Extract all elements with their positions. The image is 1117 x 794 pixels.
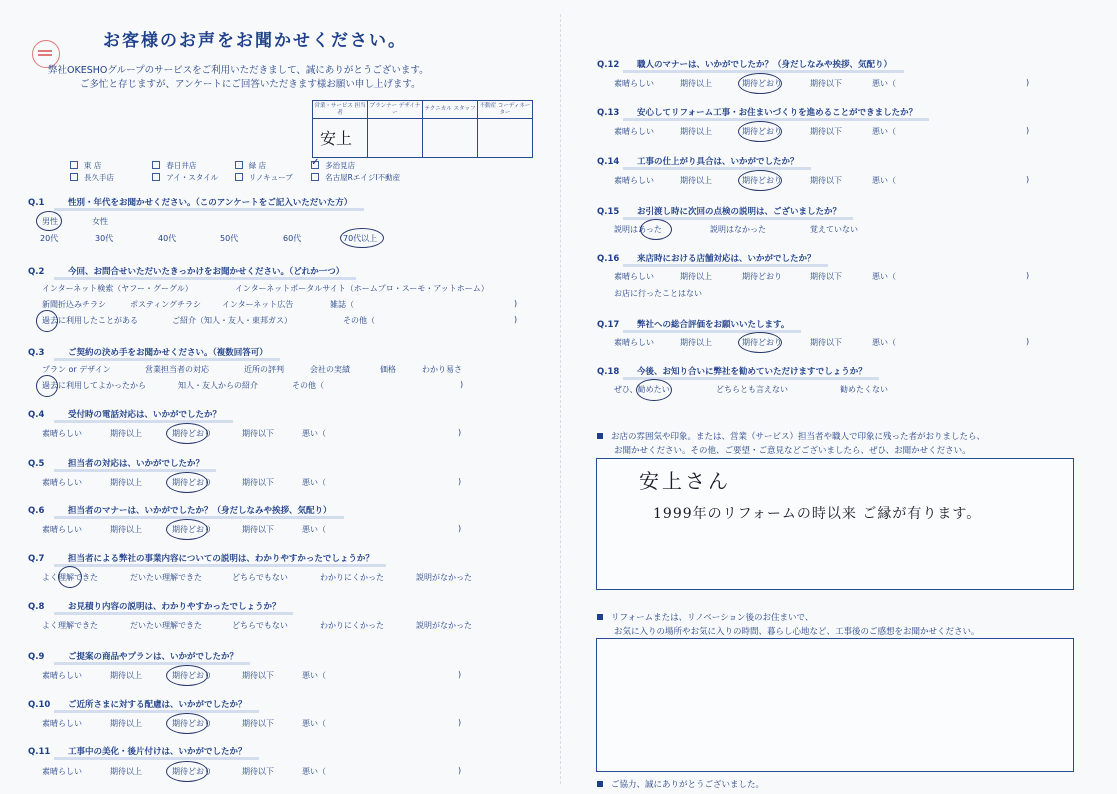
- q7-option[interactable]: わかりにくかった: [320, 573, 384, 582]
- q8-option[interactable]: わかりにくかった: [320, 621, 384, 630]
- answer-circle-q1-age: [340, 228, 384, 248]
- question-5: Q.5 担当者の対応は、いかがでしたか？: [28, 459, 205, 469]
- q13-option[interactable]: 期待以下: [810, 127, 842, 136]
- question-2: Q.2 今回、お問合せいただいたきっかけをお聞かせください。（どれか一つ）: [28, 267, 345, 277]
- question-7: Q.7 担当者による弊社の事業内容についての説明は、わかりやすかったでしょうか？: [28, 554, 374, 564]
- bullet-square-icon: [597, 781, 603, 787]
- staff-header-technical: テクニカル スタッフ: [423, 101, 478, 119]
- q14-option[interactable]: 期待どおり: [742, 176, 782, 185]
- q10-option[interactable]: 期待以下: [242, 719, 274, 728]
- q1-option-age[interactable]: 60代: [283, 234, 302, 243]
- q1-option-male[interactable]: 男性: [42, 217, 58, 226]
- q2-option[interactable]: 過去に利用したことがある: [42, 316, 138, 325]
- q14-option[interactable]: 期待以上: [680, 176, 712, 185]
- page-title: お客様のお声をお聞かせください。: [103, 31, 407, 51]
- answer-circle-q11: [166, 761, 208, 782]
- q2-option[interactable]: 新聞折込みチラシ: [42, 300, 106, 309]
- q1-option-age[interactable]: 30代: [95, 234, 114, 243]
- q2-bracket: ): [514, 315, 518, 324]
- q10-option[interactable]: 悪い（: [302, 719, 326, 728]
- answer-circle-q14: [738, 170, 782, 191]
- store-row-1: [70, 157, 356, 171]
- question-18: Q.18 今後、お知り合いに弊社を勧めていただけますでしょうか？: [597, 367, 867, 377]
- q5-bracket: ): [458, 477, 462, 486]
- q5-option[interactable]: 素晴らしい: [42, 478, 82, 487]
- q4-option[interactable]: 期待以上: [110, 429, 142, 438]
- staff-technical-cell[interactable]: [423, 119, 478, 158]
- q16-option[interactable]: 素晴らしい: [614, 272, 654, 281]
- store-option[interactable]: リノキューブ: [235, 172, 309, 183]
- q10-option[interactable]: 期待どおり: [172, 719, 212, 728]
- question-17: Q.17 弊社への総合評価をお願いいたします。: [597, 320, 790, 330]
- q3-option[interactable]: 価格: [380, 365, 396, 374]
- checkbox-icon[interactable]: [311, 173, 319, 181]
- q4-bracket: ): [458, 428, 462, 437]
- q16-bracket: ): [1026, 271, 1030, 280]
- q1-option-age[interactable]: 70代以上: [343, 234, 378, 243]
- question-12: Q.12 職人のマナーは、いかがでしたか？（身だしなみや挨拶、気配り）: [597, 60, 893, 70]
- q11-option[interactable]: 素晴らしい: [42, 767, 82, 776]
- q16-option[interactable]: 悪い（: [872, 272, 896, 281]
- q4-option[interactable]: 素晴らしい: [42, 429, 82, 438]
- q6-option[interactable]: 素晴らしい: [42, 525, 82, 534]
- checkbox-icon[interactable]: [70, 161, 78, 169]
- q9-option[interactable]: 期待どおり: [172, 671, 212, 680]
- q17-option[interactable]: 悪い（: [872, 338, 896, 347]
- checkbox-icon[interactable]: [152, 161, 160, 169]
- store-option[interactable]: 長久手店: [70, 172, 150, 183]
- q2-option[interactable]: インターネットポータルサイト（ホームプロ・スーモ・アットホーム）: [235, 284, 489, 293]
- store-option-checked[interactable]: ✓ 多治見店: [311, 157, 356, 170]
- q18-option[interactable]: どちらとも言えない: [716, 385, 788, 394]
- staff-sales-cell[interactable]: [313, 119, 368, 158]
- q3-option[interactable]: わかり易さ: [422, 365, 462, 374]
- q8-option[interactable]: だいたい理解できた: [130, 621, 202, 630]
- q8-option[interactable]: よく理解できた: [42, 621, 98, 630]
- q3-option[interactable]: 知人・友人からの紹介: [178, 381, 258, 390]
- q14-option[interactable]: 悪い（: [872, 176, 896, 185]
- intro-line-1: 弊社OKESHOグループのサービスをご利用いただきまして、誠にありがとうございます。: [48, 65, 429, 76]
- q1-option-age[interactable]: 50代: [220, 234, 239, 243]
- q5-option[interactable]: 期待以上: [110, 478, 142, 487]
- answer-circle-q18: [636, 379, 672, 401]
- q16-option-never-visited[interactable]: お店に行ったことはない: [614, 289, 702, 298]
- q12-option[interactable]: 期待以上: [680, 79, 712, 88]
- q16-option[interactable]: 期待以上: [680, 272, 712, 281]
- closing-message: ご協力、誠にありがとうございました。: [597, 778, 764, 790]
- staff-realestate-cell[interactable]: [478, 119, 533, 158]
- store-option[interactable]: アイ・スタイル: [152, 172, 232, 183]
- q9-option[interactable]: 素晴らしい: [42, 671, 82, 680]
- column-divider: [560, 14, 561, 784]
- question-15: Q.15 お引渡し時に次回の点検の説明は、ございましたか？: [597, 207, 842, 217]
- answer-circle-q1-male: [36, 211, 62, 231]
- q14-option[interactable]: 期待以下: [810, 176, 842, 185]
- checkbox-icon[interactable]: [235, 173, 243, 181]
- comment2-box[interactable]: [596, 638, 1074, 772]
- answer-circle-q12: [738, 73, 782, 94]
- q3-option[interactable]: その他（: [292, 381, 324, 390]
- q3-option[interactable]: プラン or デザイン: [42, 365, 111, 374]
- bullet-square-icon: [597, 614, 603, 620]
- q18-option[interactable]: ぜひ、勧めたい: [614, 385, 670, 394]
- q7-option[interactable]: どちらでもない: [232, 573, 288, 582]
- store-option[interactable]: 緑 店: [235, 160, 309, 171]
- q14-bracket: ): [1026, 175, 1030, 184]
- answer-circle-q9: [166, 665, 208, 686]
- answer-circle-q7: [58, 566, 82, 588]
- answer-circle-q15: [640, 219, 672, 240]
- q2-option[interactable]: 雑誌（: [330, 300, 354, 309]
- q13-option[interactable]: 期待以上: [680, 127, 712, 136]
- q3-option[interactable]: 近所の評判: [244, 365, 284, 374]
- question-16: Q.16 来店時における店舗対応は、いかがでしたか？: [597, 254, 816, 264]
- q17-option[interactable]: 期待どおり: [742, 338, 782, 347]
- q2-option[interactable]: ポスティングチラシ: [130, 300, 202, 309]
- q11-option[interactable]: 期待以下: [242, 767, 274, 776]
- q10-bracket: ): [458, 718, 462, 727]
- q17-option[interactable]: 素晴らしい: [614, 338, 654, 347]
- bullet-square-icon: [597, 433, 603, 439]
- store-option[interactable]: 春日井店: [152, 160, 232, 171]
- q6-option[interactable]: 悪い（: [302, 525, 326, 534]
- q1-option-age[interactable]: 20代: [40, 234, 59, 243]
- staff-header-planner: プランナー デザイナー: [368, 101, 423, 119]
- comment1-prompt-1: お店の雰囲気や印象。または、営業（サービス）担当者や職人で印象に残った者がおりましたら、: [597, 430, 985, 442]
- comment1-handwritten-line-1: 安上さん: [639, 469, 731, 493]
- q7-option[interactable]: 説明がなかった: [416, 573, 472, 582]
- staff-sales-name: 安上: [320, 129, 353, 148]
- q10-option[interactable]: 素晴らしい: [42, 719, 82, 728]
- q6-bracket: ): [458, 524, 462, 533]
- question-9: Q.9 ご提案の商品やプランは、いかがでしたか？: [28, 652, 239, 662]
- question-6: Q.6 担当者のマナーは、いかがでしたか？（身だしなみや挨拶、気配り）: [28, 506, 332, 516]
- q12-option[interactable]: 期待以下: [810, 79, 842, 88]
- comment1-prompt-2: お聞かせください。その他、ご要望・ご意見などございましたら、ぜひ、お聞かせください。: [614, 446, 971, 456]
- q9-bracket: ): [458, 670, 462, 679]
- q15-option[interactable]: 説明はあった: [614, 225, 662, 234]
- checkbox-icon[interactable]: [152, 173, 160, 181]
- checkbox-icon[interactable]: [70, 173, 78, 181]
- q7-option[interactable]: よく理解できた: [42, 573, 98, 582]
- q6-option[interactable]: 期待以上: [110, 525, 142, 534]
- q12-option[interactable]: 期待どおり: [742, 79, 782, 88]
- q13-option[interactable]: 期待どおり: [742, 127, 782, 136]
- checkbox-icon[interactable]: [235, 161, 243, 169]
- question-3: Q.3 ご契約の決め手をお聞かせください。（複数回答可）: [28, 348, 268, 358]
- q9-option[interactable]: 期待以上: [110, 671, 142, 680]
- q11-bracket: ): [458, 766, 462, 775]
- q2-option[interactable]: その他（: [343, 316, 375, 325]
- q14-option[interactable]: 素晴らしい: [614, 176, 654, 185]
- comment1-handwritten-line-2: 1999年のリフォームの時以来 ご縁が有ります。: [653, 506, 982, 522]
- q9-option[interactable]: 期待以下: [242, 671, 274, 680]
- q2-option[interactable]: インターネット検索（ヤフー・グーグル）: [42, 284, 193, 293]
- q16-option[interactable]: 期待以下: [810, 272, 842, 281]
- q10-option[interactable]: 期待以上: [110, 719, 142, 728]
- q9-option[interactable]: 悪い（: [302, 671, 326, 680]
- q15-option[interactable]: 覚えていない: [810, 225, 858, 234]
- q6-option[interactable]: 期待どおり: [172, 525, 212, 534]
- q5-option[interactable]: 悪い（: [302, 478, 326, 487]
- answer-circle-q6: [166, 519, 208, 540]
- question-4: Q.4 受付時の電話対応は、いかがでしたか？: [28, 410, 222, 420]
- q13-bracket: ): [1026, 126, 1030, 135]
- store-option[interactable]: 名古屋RエイジI不動産: [311, 173, 400, 182]
- answer-circle-q10: [166, 713, 208, 734]
- staff-planner-cell[interactable]: [368, 119, 423, 158]
- store-row-2: [70, 172, 400, 183]
- staff-table: [312, 100, 533, 158]
- store-option[interactable]: 東 店: [70, 160, 150, 171]
- staff-header-realestate: 不動産 コーディネーター: [478, 101, 533, 119]
- q12-option[interactable]: 素晴らしい: [614, 79, 654, 88]
- q2-bracket: ): [514, 299, 518, 308]
- q2-option[interactable]: インターネット広告: [222, 300, 294, 309]
- q11-option[interactable]: 悪い（: [302, 767, 326, 776]
- q16-option[interactable]: 期待どおり: [742, 272, 782, 281]
- q7-option[interactable]: だいたい理解できた: [130, 573, 202, 582]
- q11-option[interactable]: 期待どおり: [172, 767, 212, 776]
- q12-option[interactable]: 悪い（: [872, 79, 896, 88]
- q17-option[interactable]: 期待以下: [810, 338, 842, 347]
- q8-option[interactable]: 説明がなかった: [416, 621, 472, 630]
- answer-circle-q17: [738, 332, 782, 353]
- q3-option[interactable]: 営業担当者の対応: [145, 365, 209, 374]
- q2-option[interactable]: ご紹介（知人・友人・東邦ガス）: [172, 316, 292, 325]
- answer-circle-q13: [738, 121, 782, 142]
- q1-option-female[interactable]: 女性: [92, 217, 108, 226]
- staff-header-sales: 営業・サービス 担当者: [313, 101, 368, 119]
- q4-option[interactable]: 期待どおり: [172, 429, 212, 438]
- q1-option-age[interactable]: 40代: [158, 234, 177, 243]
- comment2-prompt-1: リフォームまたは、リノベーション後のお住まいで、: [597, 611, 813, 623]
- answer-circle-q3: [36, 375, 58, 397]
- q3-option[interactable]: 過去に利用してよかったから: [42, 381, 146, 390]
- answer-circle-q2: [36, 310, 58, 332]
- answer-circle-q4: [166, 423, 208, 444]
- question-13: Q.13 安心してリフォーム工事・お住まいづくりを進めることができましたか？: [597, 108, 918, 118]
- comment2-prompt-2: お気に入りの場所やお気に入りの時間、暮らし心地など、工事後のご感想をお聞かせください。: [614, 627, 980, 637]
- question-11: Q.11 工事中の美化・後片付けは、いかがでしたか？: [28, 747, 247, 757]
- q13-option[interactable]: 悪い（: [872, 127, 896, 136]
- q3-option[interactable]: 会社の実績: [310, 365, 350, 374]
- q12-bracket: ): [1026, 78, 1030, 87]
- q3-bracket: ): [460, 380, 464, 389]
- checked-checkbox-icon[interactable]: ✓: [311, 157, 320, 168]
- q5-option[interactable]: 期待以下: [242, 478, 274, 487]
- question-1: Q.1 性別・年代をお聞かせください。（このアンケートをご記入いただいた方）: [28, 198, 353, 208]
- answer-circle-q5: [166, 472, 208, 493]
- q18-option[interactable]: 勧めたくない: [840, 385, 888, 394]
- comment1-box[interactable]: [596, 458, 1074, 590]
- question-8: Q.8 お見積り内容の説明は、わかりやすかったでしょうか？: [28, 602, 281, 612]
- intro-line-2: ご多忙と存じますが、アンケートにご回答いただきます様お願い申し上げます。: [80, 79, 421, 90]
- q4-option[interactable]: 期待以下: [242, 429, 274, 438]
- q17-bracket: ): [1026, 337, 1030, 346]
- q5-option[interactable]: 期待どおり: [172, 478, 212, 487]
- q17-option[interactable]: 期待以上: [680, 338, 712, 347]
- q15-option[interactable]: 説明はなかった: [710, 225, 766, 234]
- q13-option[interactable]: 素晴らしい: [614, 127, 654, 136]
- question-10: Q.10 ご近所さまに対する配慮は、いかがでしたか？: [28, 700, 247, 710]
- q6-option[interactable]: 期待以下: [242, 525, 274, 534]
- q4-option[interactable]: 悪い（: [302, 429, 326, 438]
- q8-option[interactable]: どちらでもない: [232, 621, 288, 630]
- question-14: Q.14 工事の仕上がり具合は、いかがでしたか？: [597, 157, 799, 167]
- q11-option[interactable]: 期待以上: [110, 767, 142, 776]
